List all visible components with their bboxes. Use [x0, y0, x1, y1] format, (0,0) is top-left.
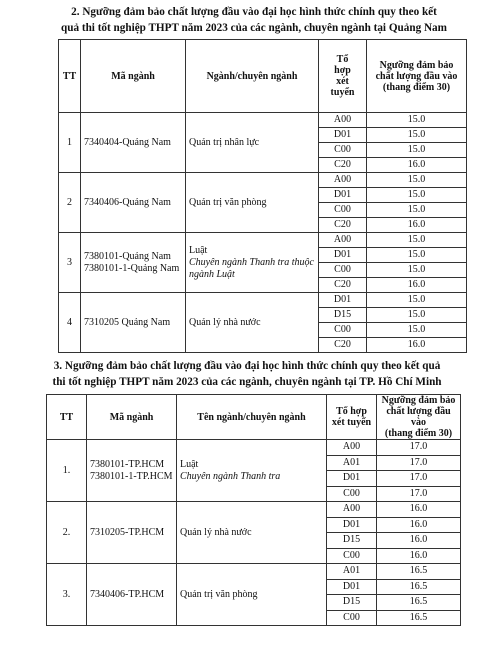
cell-to-hop: C20	[319, 338, 367, 353]
cell-to-hop: D01	[327, 517, 377, 533]
cell-nguong: 17.0	[377, 440, 461, 456]
cell-nguong: 16.0	[367, 278, 467, 293]
cell-to-hop: C00	[327, 486, 377, 502]
cell-nguong: 16.0	[377, 502, 461, 518]
cell-nguong: 15.0	[367, 143, 467, 158]
cell-ma-nganh	[81, 113, 186, 173]
cell-to-hop: D15	[319, 308, 367, 323]
cell-nguong: 16.5	[377, 564, 461, 580]
cell-to-hop: C00	[327, 548, 377, 564]
ma-nganh-code: 7340404-Quảng Nam	[84, 136, 171, 148]
header-nganh: Ngành/chuyên ngành	[186, 40, 319, 113]
ma-nganh-code: 7310205 Quảng Nam	[84, 316, 171, 328]
nganh-name: Quản trị văn phòng	[180, 588, 258, 600]
cell-to-hop: D01	[319, 128, 367, 143]
cell-to-hop: A01	[327, 564, 377, 580]
table-row	[59, 233, 467, 248]
section3-heading	[22, 358, 472, 390]
cell-to-hop: D15	[327, 595, 377, 611]
cell-to-hop: A00	[327, 440, 377, 456]
cell-tt: 1.	[47, 440, 87, 502]
cell-nganh	[186, 173, 319, 233]
cell-nguong: 16.0	[367, 338, 467, 353]
cell-nguong: 16.0	[377, 548, 461, 564]
nganh-name: Quản trị nhân lực	[189, 136, 260, 148]
cell-nguong: 15.0	[367, 263, 467, 278]
nganh-name: Quản trị văn phòng	[189, 196, 267, 208]
cell-nguong: 15.0	[367, 203, 467, 218]
cell-to-hop: C00	[319, 263, 367, 278]
header-nguong: Ngưỡng đảm bảo chất lượng đầu vào (thang điểm 30)	[367, 40, 467, 113]
section2-title-line1: 2. Ngưỡng đảm bảo chất lượng đầu vào đại học hình thức chính quy theo kết	[71, 6, 437, 18]
cell-ma-nganh	[87, 502, 177, 564]
cell-to-hop: A00	[319, 233, 367, 248]
cell-tt: 1	[59, 113, 81, 173]
ma-nganh-code: 7340406-Quảng Nam	[84, 196, 171, 208]
cell-to-hop: A00	[319, 113, 367, 128]
cell-nguong: 15.0	[367, 248, 467, 263]
cell-nguong: 15.0	[367, 323, 467, 338]
cell-nguong: 16.5	[377, 579, 461, 595]
cell-to-hop: C20	[319, 218, 367, 233]
cell-to-hop: C00	[327, 610, 377, 626]
cell-to-hop: C00	[319, 323, 367, 338]
section2-title-line2: quả thi tốt nghiệp THPT năm 2023 của các ngành, chuyên ngành tại Quảng Nam	[61, 22, 447, 34]
cell-to-hop: A01	[327, 455, 377, 471]
header-ma-nganh: Mã ngành	[81, 40, 186, 113]
header-ma-nganh: Mã ngành	[87, 395, 177, 440]
cell-nguong: 17.0	[377, 471, 461, 487]
table-row	[59, 293, 467, 308]
ma-nganh-code: 7340406-TP.HCM	[90, 588, 165, 600]
header-tt: TT	[47, 395, 87, 440]
table-row	[47, 440, 461, 456]
cell-nguong: 16.5	[377, 595, 461, 611]
cell-to-hop: D01	[327, 579, 377, 595]
cell-tt: 4	[59, 293, 81, 353]
chuyen-nganh-name: Chuyên ngành Thanh tra thuộc ngành Luật	[189, 256, 314, 280]
cell-nguong: 15.0	[367, 113, 467, 128]
cell-ma-nganh	[81, 173, 186, 233]
table-row	[47, 502, 461, 518]
section3-title-line2: thi tốt nghiệp THPT năm 2023 của các ngành, chuyên ngành tại TP. Hồ Chí Minh	[52, 376, 442, 388]
ma-nganh-code: 7380101-TP.HCM	[90, 458, 165, 470]
cell-tt: 3.	[47, 564, 87, 626]
cell-to-hop: D01	[319, 188, 367, 203]
nganh-name: Luật	[189, 244, 208, 256]
cell-nganh	[186, 293, 319, 353]
cell-nganh	[177, 440, 327, 502]
section3-table	[46, 394, 461, 626]
section3-title-line1: 3. Ngưỡng đảm bảo chất lượng đầu vào đại học hình thức chính quy theo kết quả	[53, 360, 441, 372]
header-nguong: Ngưỡng đảm bảo chất lượng đầu vào (thang điểm 30)	[377, 395, 461, 440]
cell-nganh	[186, 233, 319, 293]
ma-nganh-code: 7380101-1-Quảng Nam	[84, 262, 180, 274]
cell-ma-nganh	[81, 233, 186, 293]
cell-nguong: 16.5	[377, 610, 461, 626]
cell-nguong: 16.0	[367, 218, 467, 233]
cell-nguong: 15.0	[367, 128, 467, 143]
header-tt: TT	[59, 40, 81, 113]
cell-nganh	[177, 502, 327, 564]
cell-to-hop: C00	[319, 143, 367, 158]
cell-to-hop: D15	[327, 533, 377, 549]
cell-nguong: 15.0	[367, 233, 467, 248]
cell-to-hop: D01	[327, 471, 377, 487]
chuyen-nganh-name: Chuyên ngành Thanh tra	[180, 470, 281, 482]
cell-to-hop: C00	[319, 203, 367, 218]
cell-nguong: 15.0	[367, 188, 467, 203]
cell-nganh	[186, 113, 319, 173]
cell-ma-nganh	[81, 293, 186, 353]
cell-nguong: 17.0	[377, 455, 461, 471]
cell-nguong: 15.0	[367, 293, 467, 308]
cell-ma-nganh	[87, 440, 177, 502]
nganh-name: Quản lý nhà nước	[180, 526, 252, 538]
header-nganh: Tên ngành/chuyên ngành	[177, 395, 327, 440]
cell-to-hop: C20	[319, 158, 367, 173]
header-to-hop: Tổ hợp xét tuyển	[327, 395, 377, 440]
cell-ma-nganh	[87, 564, 177, 626]
cell-nguong: 16.0	[377, 533, 461, 549]
table-row	[47, 564, 461, 580]
ma-nganh-code: 7310205-TP.HCM	[90, 526, 165, 538]
cell-to-hop: A00	[319, 173, 367, 188]
cell-nganh	[177, 564, 327, 626]
ma-nganh-code: 7380101-Quảng Nam	[84, 250, 171, 262]
cell-tt: 2	[59, 173, 81, 233]
cell-to-hop: D01	[319, 293, 367, 308]
cell-to-hop: A00	[327, 502, 377, 518]
nganh-name: Quản lý nhà nước	[189, 316, 261, 328]
table-row	[59, 173, 467, 188]
cell-nguong: 15.0	[367, 308, 467, 323]
table-row	[59, 113, 467, 128]
cell-nguong: 15.0	[367, 173, 467, 188]
cell-to-hop: D01	[319, 248, 367, 263]
ma-nganh-code: 7380101-1-TP.HCM	[90, 470, 173, 482]
nganh-name: Luật	[180, 458, 199, 470]
cell-nguong: 16.0	[377, 517, 461, 533]
cell-tt: 3	[59, 233, 81, 293]
cell-nguong: 16.0	[367, 158, 467, 173]
section2-table	[58, 39, 467, 353]
cell-to-hop: C20	[319, 278, 367, 293]
cell-nguong: 17.0	[377, 486, 461, 502]
section2-heading	[44, 4, 464, 36]
header-to-hop: Tổ hợp xét tuyển	[319, 40, 367, 113]
cell-tt: 2.	[47, 502, 87, 564]
